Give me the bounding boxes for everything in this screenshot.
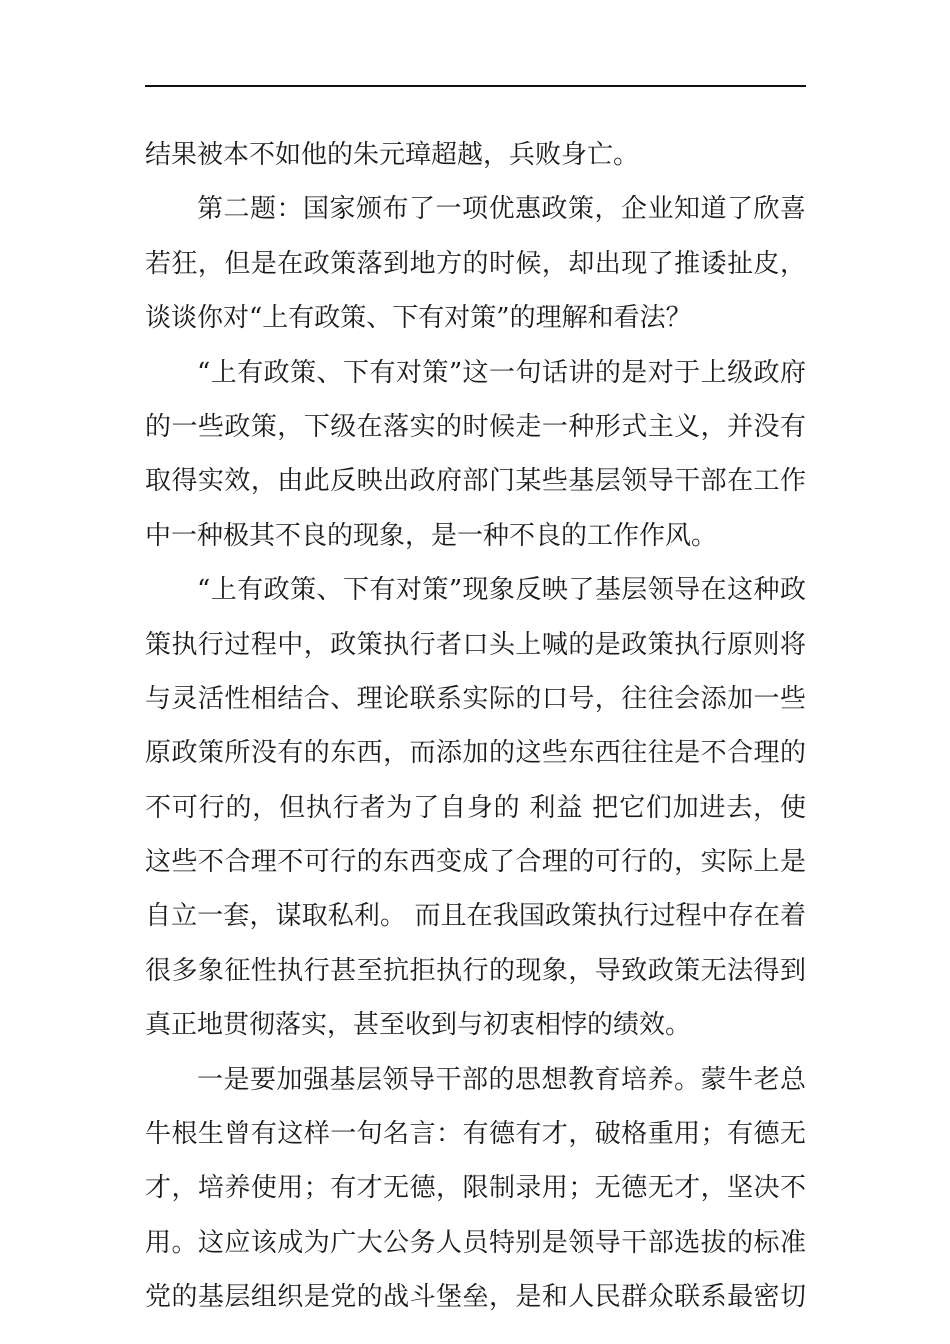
text-line: 牛根生曾有这样一句名言：有德有才，破格重用；有德无 bbox=[145, 1119, 806, 1150]
text-line: 原政策所没有的东西，而添加的这些东西往往是不合理的 bbox=[145, 738, 806, 769]
text-line: “上有政策、下有对策”现象反映了基层领导在这种政 bbox=[197, 575, 806, 606]
text-line: 谈谈你对“上有政策、下有对策”的理解和看法？ bbox=[145, 303, 692, 334]
text-line: 用。这应该成为广大公务人员特别是领导干部选拔的标准 bbox=[145, 1227, 806, 1258]
text-line: 的一些政策，下级在落实的时候走一种形式主义，并没有 bbox=[145, 411, 806, 442]
text-line: 取得实效，由此反映出政府部门某些基层领导干部在工作 bbox=[145, 466, 806, 497]
text-line: 第二题：国家颁布了一项优惠政策，企业知道了欣喜 bbox=[197, 194, 806, 225]
header-rule bbox=[145, 85, 806, 87]
text-line: 结果被本不如他的朱元璋超越，兵败身亡。 bbox=[145, 140, 640, 170]
document-body bbox=[145, 128, 806, 1325]
text-line: “上有政策、下有对策”这一句话讲的是对于上级政府 bbox=[197, 357, 806, 388]
text-line: 中一种极其不良的现象，是一种不良的工作作风。 bbox=[145, 520, 718, 551]
text-line: 策执行过程中，政策执行者口头上喊的是政策执行原则将 bbox=[145, 629, 806, 660]
text-line: 若狂，但是在政策落到地方的时候，却出现了推诿扯皮， bbox=[145, 248, 806, 279]
text-line: 这些不合理不可行的东西变成了合理的可行的，实际上是 bbox=[145, 847, 806, 878]
text-line: 才，培养使用；有才无德，限制录用；无德无才，坚决不 bbox=[145, 1173, 806, 1204]
text-line: 党的基层组织是党的战斗堡垒，是和人民群众联系最密切 bbox=[145, 1282, 806, 1313]
text-line: 很多象征性执行甚至抗拒执行的现象，导致政策无法得到 bbox=[145, 955, 806, 986]
text-line: 自立一套，谋取私利。 而且在我国政策执行过程中存在着 bbox=[145, 901, 806, 932]
text-line: 与灵活性相结合、理论联系实际的口号，往往会添加一些 bbox=[145, 683, 806, 714]
text-line: 不可行的，但执行者为了自身的 利益 把它们加进去，使 bbox=[145, 792, 806, 823]
text-line: 一是要加强基层领导干部的思想教育培养。蒙牛老总 bbox=[197, 1064, 806, 1095]
text-line: 真正地贯彻落实，甚至收到与初衷相悖的绩效。 bbox=[145, 1010, 692, 1041]
